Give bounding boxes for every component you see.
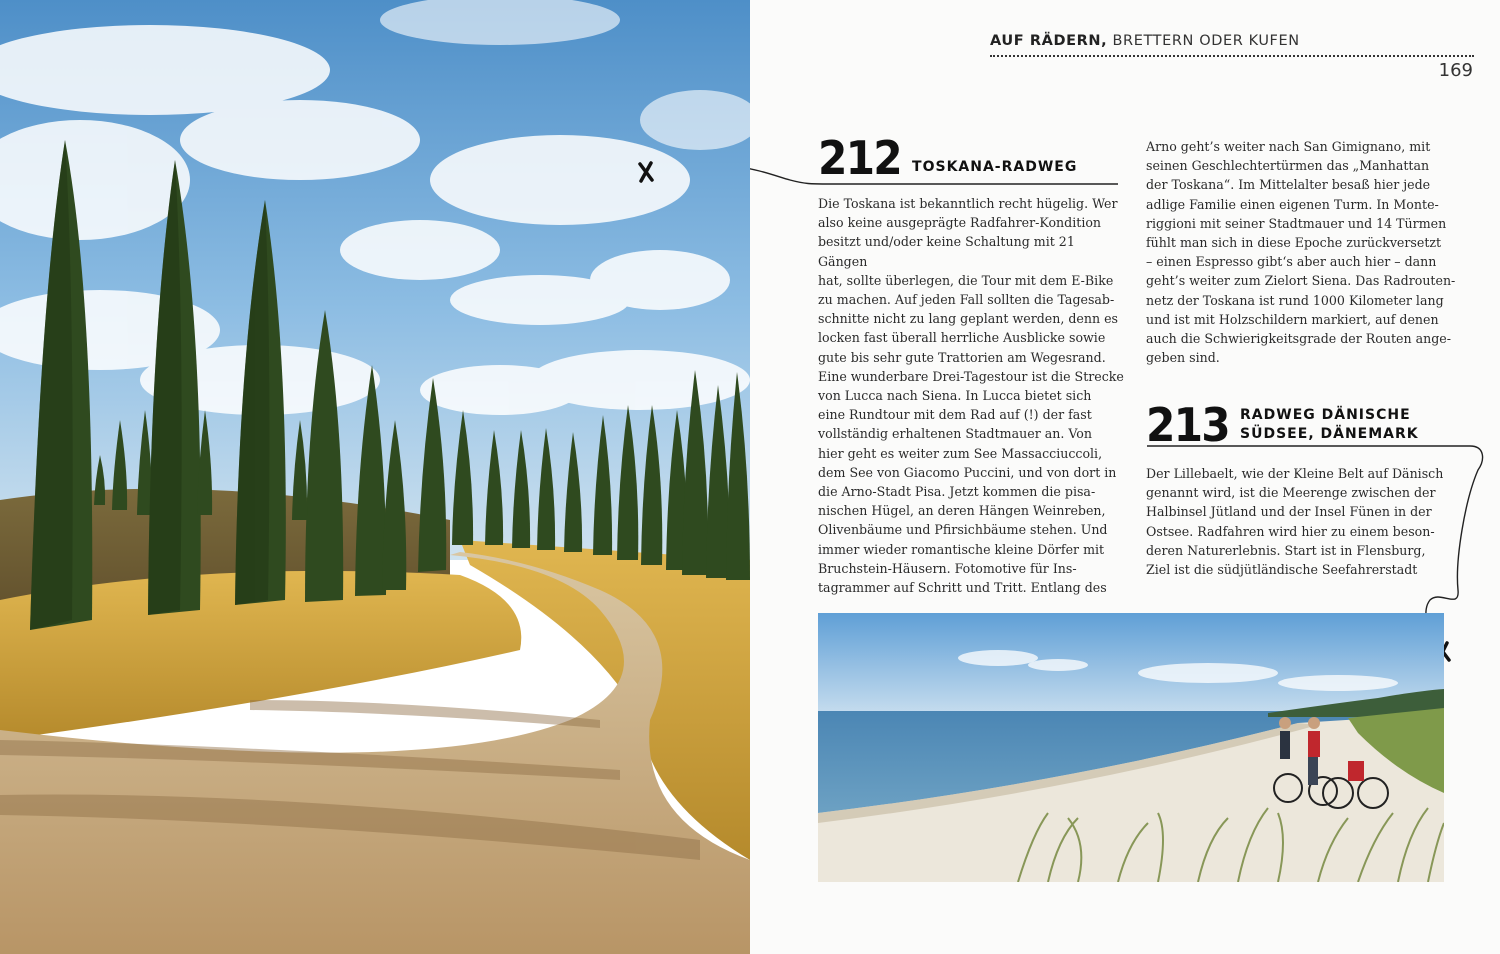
text-line: Eine wunderbare Drei-Tagestour ist die Strecke xyxy=(818,368,1124,384)
text-line: die Arno-Stadt Pisa. Jetzt kommen die pisa- xyxy=(818,484,1096,500)
entry-213-text-column xyxy=(1146,464,1466,579)
text-line: auch die Schwierigkeitsgrade der Routen ange- xyxy=(1146,331,1451,347)
text-line: Die Toskana ist bekanntlich recht hügelig. Wer xyxy=(818,196,1118,211)
entry-212-heading xyxy=(818,131,1078,185)
text-line: schnitte nicht zu lang geplant werden, denn es xyxy=(818,311,1118,327)
entry-212-title: TOSKANA-RADWEG xyxy=(912,159,1078,175)
running-head-light: BRETTERN ODER KUFEN xyxy=(1112,33,1300,49)
text-line: der Toskana“. Im Mittelalter besaß hier jede xyxy=(1146,177,1431,193)
text-line: Halbinsel Jütland und der Insel Fünen in der xyxy=(1146,504,1432,520)
text-line: zu machen. Auf jeden Fall sollten die Tagesab- xyxy=(818,292,1115,308)
text-line: genannt wird, ist die Meerenge zwischen der xyxy=(1146,485,1436,501)
entry-212-text-column-1 xyxy=(818,194,1128,597)
text-line: Arno geht’s weiter nach San Gimignano, mit xyxy=(1146,139,1431,154)
text-line: Olivenbäume und Pfirsichbäume stehen. Und xyxy=(818,522,1108,538)
text-line: Der Lillebaelt, wie der Kleine Belt auf Dänisch xyxy=(1146,466,1444,481)
entry-213-title xyxy=(1240,406,1419,448)
text-line: geht’s weiter zum Zielort Siena. Das Radrouten- xyxy=(1146,273,1456,289)
danish-beach-cyclists-photo xyxy=(818,613,1444,882)
entry-213-title-line-2: SÜDSEE, DÄNEMARK xyxy=(1240,426,1419,442)
text-line: fühlt man sich in diese Epoche zurückversetzt xyxy=(1146,235,1442,251)
text-line: hat, sollte überlegen, die Tour mit dem E-Bike xyxy=(818,272,1114,288)
text-line: vollständig erhaltenen Stadtmauer an. Von xyxy=(818,426,1092,442)
route-start-x-icon xyxy=(636,160,658,184)
running-head xyxy=(990,33,1474,55)
text-line: Bruchstein-Häusern. Fotomotive für Ins- xyxy=(818,560,1077,576)
text-line: und ist mit Holzschildern markiert, auf denen xyxy=(1146,311,1439,327)
text-line: geben sind. xyxy=(1146,350,1220,366)
text-line: von Lucca nach Siena. In Lucca bietet sich xyxy=(818,388,1092,404)
text-line: hier geht es weiter zum See Massacciuccoli, xyxy=(818,445,1103,461)
running-head-dotted-rule xyxy=(990,55,1474,57)
text-line: seinen Geschlechtertürmen das „Manhattan xyxy=(1146,158,1430,174)
entry-213-heading xyxy=(1146,398,1419,452)
text-line: nischen Hügel, an deren Hängen Weinreben, xyxy=(818,503,1106,519)
running-head-bold: AUF RÄDERN, xyxy=(990,33,1108,49)
text-page xyxy=(750,0,1500,954)
text-line: adlige Familie einen eigenen Turm. In Monte- xyxy=(1146,196,1439,212)
text-line: besitzt und/oder keine Schaltung mit 21 Gängen xyxy=(818,234,1075,269)
text-line: dem See von Giacomo Puccini, und von dort in xyxy=(818,464,1117,480)
text-line: deren Naturerlebnis. Start ist in Flensburg, xyxy=(1146,542,1426,558)
text-line: locken fast überall herrliche Ausblicke sowie xyxy=(818,330,1106,346)
text-line: Ostsee. Radfahren wird hier zu einem beson- xyxy=(1146,523,1435,539)
text-line: tagrammer auf Schritt und Tritt. Entlang des xyxy=(818,580,1107,596)
entry-212-text-column-2 xyxy=(1146,137,1466,367)
text-line: netz der Toskana ist rund 1000 Kilometer lang xyxy=(1146,292,1444,308)
entry-213-title-line-1: RADWEG DÄNISCHE xyxy=(1240,407,1411,423)
entry-213-number: 213 xyxy=(1146,398,1229,452)
text-line: gute bis sehr gute Trattorien am Wegesrand. xyxy=(818,349,1106,365)
entry-212-number: 212 xyxy=(818,131,901,185)
text-line: eine Rundtour mit dem Rad auf (!) der fast xyxy=(818,407,1092,423)
text-line: also keine ausgeprägte Radfahrer-Kondition xyxy=(818,215,1102,231)
text-line: Ziel ist die südjütländische Seefahrerstadt xyxy=(1146,562,1418,578)
text-line: immer wieder romantische kleine Dörfer mit xyxy=(818,541,1105,557)
text-line: – einen Espresso gibt‘s aber auch hier – dann xyxy=(1146,254,1437,270)
page-number: 169 xyxy=(1438,60,1473,81)
text-line: riggioni mit seiner Stadtmauer und 14 Türmen xyxy=(1146,215,1447,231)
